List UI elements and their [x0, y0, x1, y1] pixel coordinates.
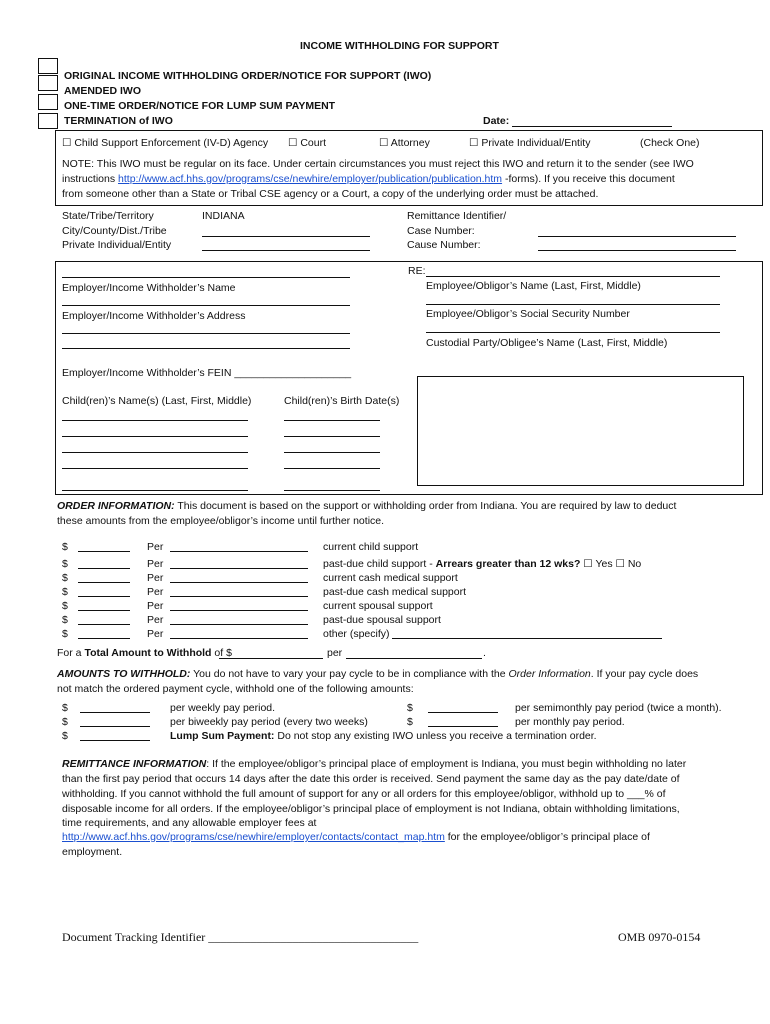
order-type-termination: TERMINATION of IWO [64, 115, 173, 127]
city-label: City/County/Dist./Tribe [62, 225, 167, 237]
note-line-3: from someone other than a State or Tribal CSE agency or a Court, a copy of the underlying order must be attached. [62, 188, 599, 200]
employer-address-field-1[interactable] [62, 305, 350, 306]
period-field[interactable] [170, 596, 308, 597]
date-label: Date: [483, 115, 510, 127]
arrears-yes-no[interactable]: ☐ Yes ☐ No [580, 558, 642, 570]
dollar-sign: $ [62, 541, 68, 553]
case-number-field[interactable] [538, 236, 736, 237]
document-tracking-identifier[interactable]: Document Tracking Identifier ___________________________________ [62, 930, 419, 944]
period-field[interactable] [170, 551, 308, 552]
remittance-line-2: than the first pay period that occurs 14 days after the date this order is received. Send payment the same day as the pay date/date of [62, 773, 680, 785]
weekly-amount-field[interactable] [80, 712, 150, 713]
dollar-sign: $ [62, 716, 68, 728]
per-label: Per [147, 558, 164, 570]
custodial-name-field[interactable] [426, 332, 720, 333]
other-specify-field[interactable] [392, 638, 662, 639]
lump-sum-label: Lump Sum Payment: Do not stop any existing IWO unless you receive a termination order. [170, 730, 597, 742]
child-dob-field[interactable] [284, 436, 380, 437]
dollar-sign: $ [62, 730, 68, 742]
checkbox-original-iwo[interactable] [38, 58, 58, 74]
remittance-id-label: Remittance Identifier/ [407, 210, 507, 222]
total-period-dot: . [483, 647, 486, 659]
dollar-sign: $ [407, 716, 413, 728]
support-desc-current-medical: current cash medical support [323, 572, 458, 584]
employer-name-label: Employer/Income Withholder’s Name [62, 282, 236, 294]
employee-name-field[interactable] [426, 276, 720, 277]
remittance-line-5: time requirements, and any allowable employer fees at [62, 817, 317, 829]
checkbox-termination[interactable] [38, 113, 58, 129]
per-label: Per [147, 600, 164, 612]
private-label: Private Individual/Entity [62, 239, 172, 251]
dollar-sign: $ [62, 702, 68, 714]
sender-option-court[interactable]: ☐ Court [288, 137, 327, 149]
amount-field[interactable] [78, 568, 130, 569]
employee-ssn-field[interactable] [426, 304, 720, 305]
dollar-sign: $ [62, 586, 68, 598]
amounts-line-1: AMOUNTS TO WITHHOLD: You do not have to vary your pay cycle to be in compliance with the Order Information. If your pay cycle does [57, 668, 699, 680]
total-amount-line: For a Total Amount to Withhold of $ [57, 647, 232, 659]
dollar-sign: $ [62, 614, 68, 626]
dollar-sign: $ [62, 600, 68, 612]
child-dob-field[interactable] [284, 468, 380, 469]
remittance-line-4: disposable income for all orders. If the employee/obligor’s principal place of employment is not Indiana, obtain withholding limitations, [62, 803, 680, 815]
dollar-sign: $ [62, 572, 68, 584]
total-per-label: per [327, 647, 343, 659]
child-name-field[interactable] [62, 436, 248, 437]
re-label: RE: [408, 265, 426, 277]
note-line-2: instructions http://www.acf.hhs.gov/programs/cse/newhire/employer/publication/publication.htm -forms). If you receive this document [62, 173, 675, 185]
case-number-label: Case Number: [407, 225, 475, 237]
checkbox-amended-iwo[interactable] [38, 75, 58, 91]
children-names-label: Child(ren)’s Name(s) (Last, First, Middle) [62, 395, 252, 407]
biweekly-amount-field[interactable] [80, 726, 150, 727]
per-label: Per [147, 614, 164, 626]
period-field[interactable] [170, 624, 308, 625]
remittance-line-1: REMITTANCE INFORMATION: If the employee/obligor’s principal place of employment is Indiana, you must begin withholding no later [62, 758, 687, 770]
period-field[interactable] [170, 638, 308, 639]
child-dob-field[interactable] [284, 452, 380, 453]
amount-field[interactable] [78, 624, 130, 625]
sender-option-agency[interactable]: ☐ Child Support Enforcement (IV-D) Agency [62, 137, 269, 149]
semimonthly-label: per semimonthly pay period (twice a month). [515, 702, 722, 714]
support-desc-current-spousal: current spousal support [323, 600, 433, 612]
child-name-field[interactable] [62, 468, 248, 469]
support-desc-other: other (specify) [323, 628, 390, 640]
lump-sum-amount-field[interactable] [80, 740, 150, 741]
amount-field[interactable] [78, 610, 130, 611]
support-desc-pastdue-medical: past-due cash medical support [323, 586, 466, 598]
note-line-1: NOTE: This IWO must be regular on its face. Under certain circumstances you must reject this IWO and return it to the sender (see IWO [62, 158, 694, 170]
employer-fein-label: Employer/Income Withholder’s FEIN ____________________ [62, 367, 352, 379]
cause-number-field[interactable] [538, 250, 736, 251]
support-desc-current-child: current child support [323, 541, 419, 553]
employer-address-field-2[interactable] [62, 333, 350, 334]
sender-option-attorney[interactable]: ☐ Attorney [379, 137, 430, 149]
employee-ssn-label: Employee/Obligor’s Social Security Number [426, 308, 630, 320]
semimonthly-amount-field[interactable] [428, 712, 498, 713]
child-name-field[interactable] [62, 490, 248, 491]
amount-field[interactable] [78, 582, 130, 583]
support-desc-pastdue-child: past-due child support - Arrears greater than 12 wks? ☐ Yes ☐ No [323, 558, 642, 570]
employer-address-field-3[interactable] [62, 348, 350, 349]
remittance-line-6: http://www.acf.hhs.gov/programs/cse/newhire/employer/contacts/contact_map.htm for the employee/obligor’s principal place of [62, 831, 650, 843]
state-label: State/Tribe/Territory [62, 210, 154, 222]
employer-name-field[interactable] [62, 277, 350, 278]
order-info-line-1: ORDER INFORMATION: This document is based on the support or withholding order from Indiana. You are required by law to deduct [57, 500, 677, 512]
support-desc-pastdue-spousal: past-due spousal support [323, 614, 441, 626]
private-field[interactable] [202, 250, 370, 251]
form-title: INCOME WITHHOLDING FOR SUPPORT [300, 40, 499, 52]
checkbox-lump-sum[interactable] [38, 94, 58, 110]
amount-field[interactable] [78, 551, 130, 552]
order-type-amended: AMENDED IWO [64, 85, 141, 97]
per-label: Per [147, 628, 164, 640]
state-value: INDIANA [202, 210, 245, 222]
employee-name-label: Employee/Obligor’s Name (Last, First, Middle) [426, 280, 641, 292]
weekly-label: per weekly pay period. [170, 702, 276, 714]
biweekly-label: per biweekly pay period (every two weeks) [170, 716, 368, 728]
period-field[interactable] [170, 610, 308, 611]
total-period-field[interactable] [346, 658, 482, 659]
per-label: Per [147, 586, 164, 598]
dollar-sign: $ [62, 558, 68, 570]
children-dob-label: Child(ren)’s Birth Date(s) [284, 395, 400, 407]
remittance-line-7: employment. [62, 846, 123, 858]
monthly-amount-field[interactable] [428, 726, 498, 727]
iwo-instructions-link[interactable]: http://www.acf.hhs.gov/programs/cse/newhire/employer/publication/publication.htm [118, 173, 503, 185]
amounts-line-2: not match the ordered payment cycle, withhold one of the following amounts: [57, 683, 414, 695]
monthly-label: per monthly pay period. [515, 716, 625, 728]
child-dob-field[interactable] [284, 420, 380, 421]
date-field[interactable] [512, 126, 672, 127]
dollar-sign: $ [62, 628, 68, 640]
custodial-name-label: Custodial Party/Obligee’s Name (Last, First, Middle) [426, 337, 668, 349]
order-type-lump-sum: ONE-TIME ORDER/NOTICE FOR LUMP SUM PAYMENT [64, 100, 336, 112]
city-field[interactable] [202, 236, 370, 237]
per-label: Per [147, 541, 164, 553]
omb-number: OMB 0970-0154 [618, 930, 701, 944]
order-type-original: ORIGINAL INCOME WITHHOLDING ORDER/NOTICE FOR SUPPORT (IWO) [64, 70, 432, 82]
contact-map-link[interactable]: http://www.acf.hhs.gov/programs/cse/newhire/employer/contacts/contact_map.htm [62, 831, 445, 843]
child-dob-field[interactable] [284, 490, 380, 491]
employer-address-label: Employer/Income Withholder’s Address [62, 310, 246, 322]
amount-field[interactable] [78, 638, 130, 639]
period-field[interactable] [170, 582, 308, 583]
check-one-label: (Check One) [640, 137, 700, 149]
child-name-field[interactable] [62, 420, 248, 421]
children-info-box[interactable] [417, 376, 744, 486]
child-name-field[interactable] [62, 452, 248, 453]
per-label: Per [147, 572, 164, 584]
amount-field[interactable] [78, 596, 130, 597]
cause-number-label: Cause Number: [407, 239, 481, 251]
dollar-sign: $ [407, 702, 413, 714]
sender-option-private[interactable]: ☐ Private Individual/Entity [469, 137, 591, 149]
period-field[interactable] [170, 568, 308, 569]
order-info-line-2: these amounts from the employee/obligor’s income until further notice. [57, 515, 385, 527]
total-amount-field[interactable] [219, 658, 323, 659]
remittance-line-3: withholding. If you cannot withhold the full amount of support for any or all orders for this employee/obligor, withhold up to ___% of [62, 788, 666, 800]
